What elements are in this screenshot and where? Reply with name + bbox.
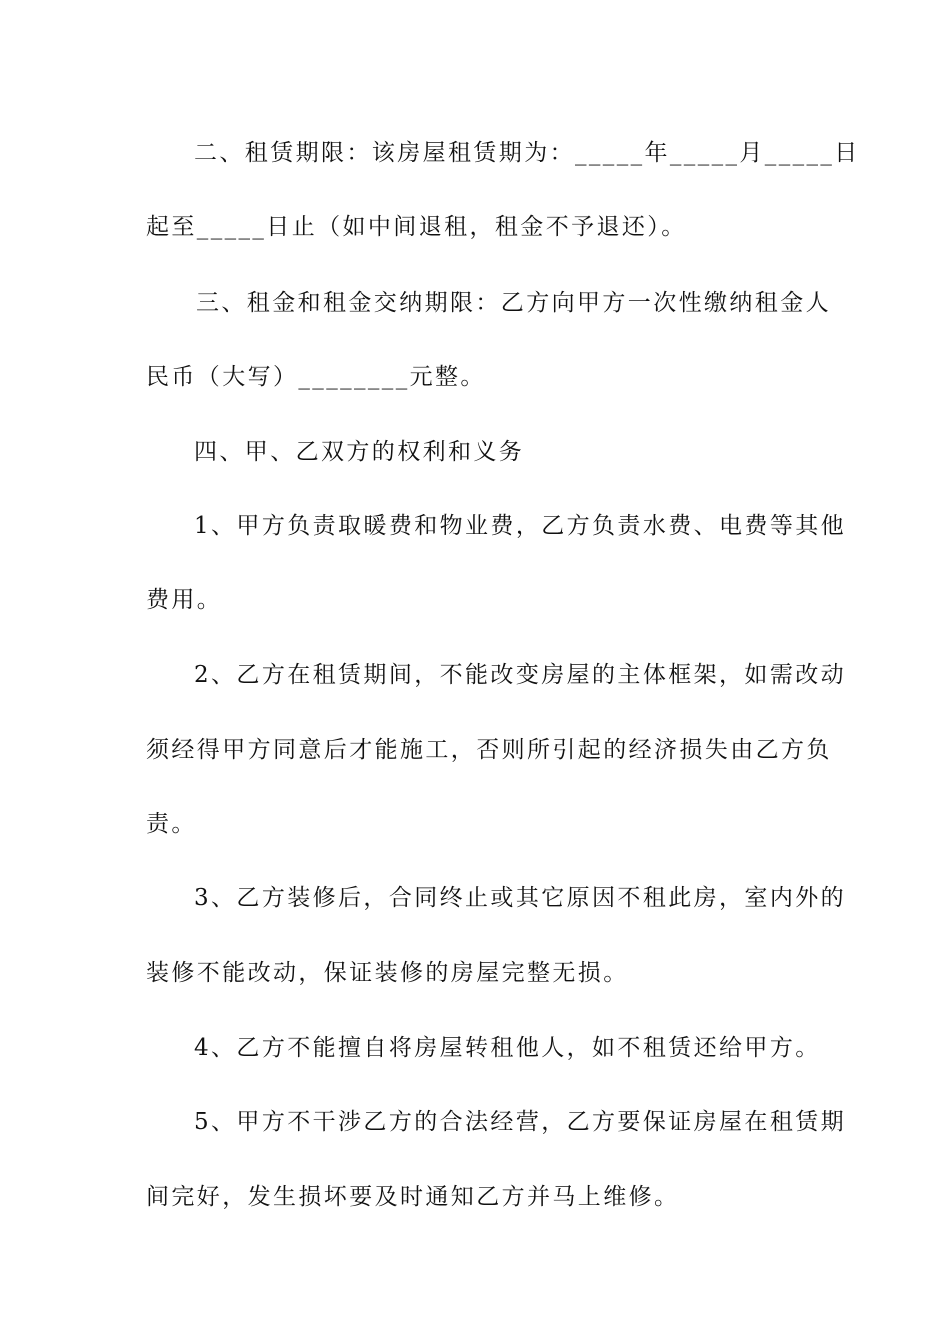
text-line: 3、乙方装修后，合同终止或其它原因不租此房，室内外的	[194, 885, 847, 911]
text-line: 三、租金和租金交纳期限：乙方向甲方一次性缴纳租金人	[196, 290, 831, 316]
text-line: 5、甲方不干涉乙方的合法经营，乙方要保证房屋在租赁期	[194, 1109, 847, 1135]
text-line: 四、甲、乙双方的权利和义务	[194, 439, 525, 465]
text-line: 须经得甲方同意后才能施工，否则所引起的经济损失由乙方负	[146, 737, 832, 763]
text-line: 责。	[146, 811, 197, 837]
text-line: 民币（大写）________元整。	[146, 364, 486, 390]
text-line: 2、乙方在租赁期间，不能改变房屋的主体框架，如需改动	[194, 662, 847, 688]
text-line: 费用。	[146, 587, 223, 613]
text-line: 1、甲方负责取暖费和物业费，乙方负责水费、电费等其他	[194, 513, 847, 539]
text-line: 装修不能改动，保证装修的房屋完整无损。	[146, 960, 629, 986]
text-line: 起至_____日止（如中间退租，租金不予退还）。	[146, 214, 687, 240]
text-line: 4、乙方不能擅自将房屋转租他人，如不租赁还给甲方。	[194, 1035, 821, 1061]
text-line: 间完好，发生损坏要及时通知乙方并马上维修。	[146, 1184, 680, 1210]
text-line: 二、租赁期限：该房屋租赁期为：_____年_____月_____日	[194, 140, 860, 166]
